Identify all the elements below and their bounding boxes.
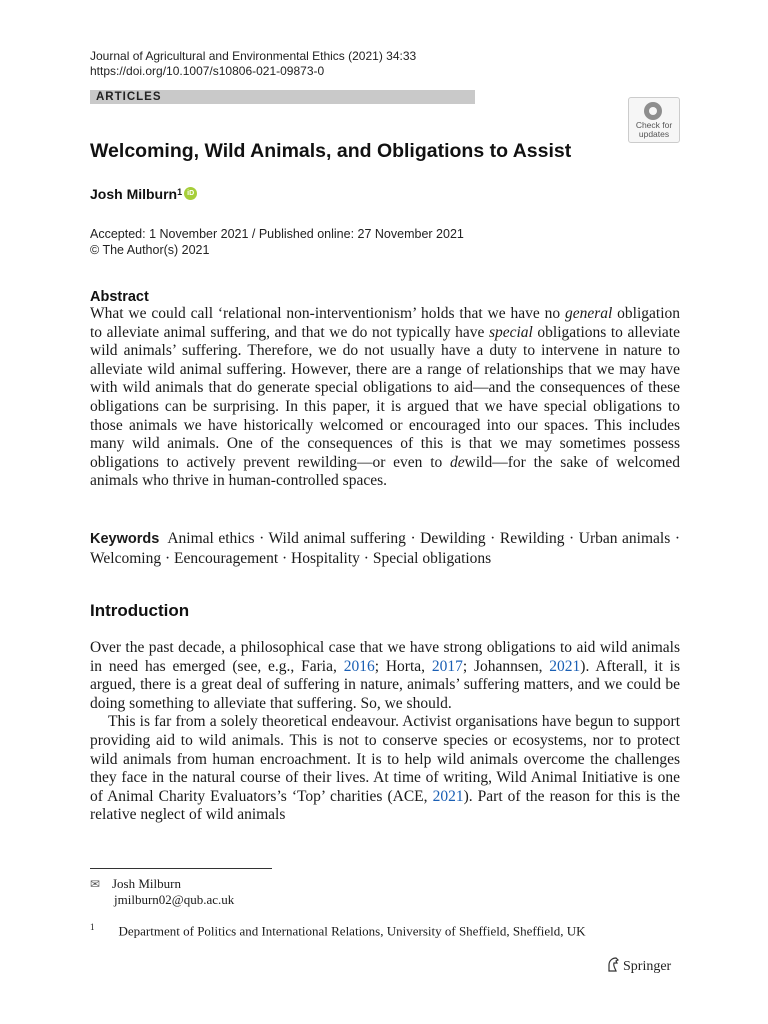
section-label: ARTICLES bbox=[96, 91, 162, 103]
contact-name: Josh Milburn bbox=[112, 876, 181, 891]
affiliation-text: Department of Politics and International Relations, University of Sheffield, Sheffield, UK bbox=[118, 923, 586, 939]
doi-link[interactable]: https://doi.org/10.1007/s10806-021-09873-0 bbox=[90, 64, 325, 78]
paragraph: This is far from a solely theoretical endeavour. Activist organisations have begun to support providing aid to wild animals. This is not to conserve species or ecosystems, nor to protect wild animals from human encroachment. It is to help wild animals overcome the challenges they face in the natural course of their lives. At time of writing, Wild Animal Initiative is one of Animal Charity Evaluators’s ‘Top’ charities (ACE, 2021). Part of the reason for this is the relative neglect of wild animals bbox=[90, 713, 680, 824]
publisher-logo bbox=[606, 957, 671, 977]
check-for-updates-badge[interactable] bbox=[628, 97, 680, 143]
keywords-label: Keywords bbox=[90, 531, 160, 547]
contact-email[interactable]: jmilburn02@qub.ac.uk bbox=[114, 892, 235, 907]
citation-link[interactable]: 2021 bbox=[549, 657, 581, 675]
copyright: © The Author(s) 2021 bbox=[90, 242, 210, 257]
paragraph: Over the past decade, a philosophical case that we have strong obligations to aid wild animals in need has emerged (see, e.g., Faria, 2016; Horta, 2017; Johannsen, 2021). Afterall, it is argued, there is a great deal of suffering in nature, animals’ suffering matters, and we could be doing something to alleviate that suffering. So, we should. bbox=[90, 639, 681, 712]
abstract-heading: Abstract bbox=[90, 289, 149, 305]
orcid-icon[interactable]: iD bbox=[184, 187, 197, 200]
article-title: Welcoming, Wild Animals, and Obligations to Assist bbox=[90, 140, 572, 162]
keywords bbox=[90, 529, 680, 568]
publisher-name: Springer bbox=[623, 959, 672, 974]
check-updates-icon bbox=[644, 102, 662, 120]
badge-text: Check for updates bbox=[635, 120, 673, 139]
accepted-published: Accepted: 1 November 2021 / Published online: 27 November 2021 bbox=[90, 227, 464, 241]
citation-link[interactable]: 2016 bbox=[343, 657, 375, 675]
abstract-text: What we could call ‘relational non-interventionism’ holds that we have no general obligation to alleviate animal suffering, and that we do not typically have special obligations to alleviate wild animals’ suffering. Therefore, we do not usually have a duty to intervene in nature to alleviate wild animal suffering. However, there are a range of relationships that we may have with wild animals that do generate special obligations to aid—and the consequences of these obligations can be surprising. In this paper, it is argued that we have special obligations to those animals we have historically welcomed or encouraged into our spaces. This includes many wild animals. One of the consequences of this is that we may sometimes possess obligations to actively prevent rewilding—or even to dewild—for the sake of welcomed animals who thrive in human-controlled spaces. bbox=[90, 305, 681, 490]
footnote-rule bbox=[90, 868, 272, 869]
journal-citation: Journal of Agricultural and Environmental Ethics (2021) 34:33 bbox=[90, 49, 417, 63]
envelope-icon: ✉ bbox=[90, 877, 101, 891]
affiliation-footnote bbox=[90, 919, 680, 939]
affil-mark: 1 bbox=[90, 922, 95, 932]
citation-link[interactable]: 2021 bbox=[432, 787, 464, 805]
section-bar bbox=[90, 90, 475, 104]
keywords-list: Animal ethics · Wild animal suffering · Dewilding · Rewilding · Urban animals · Welcoming · Eencouragement · Hospitality · Special obligations bbox=[90, 530, 680, 567]
author-affil-mark: 1 bbox=[177, 187, 183, 197]
introduction-heading: Introduction bbox=[90, 601, 190, 620]
publication-dates bbox=[90, 227, 464, 258]
author-name[interactable]: Josh Milburn bbox=[90, 186, 178, 202]
journal-header bbox=[90, 49, 416, 79]
author-line bbox=[90, 184, 197, 204]
introduction-body bbox=[90, 639, 680, 825]
springer-horse-icon bbox=[606, 957, 620, 972]
citation-link[interactable]: 2017 bbox=[431, 657, 463, 675]
corresponding-author bbox=[90, 876, 234, 908]
